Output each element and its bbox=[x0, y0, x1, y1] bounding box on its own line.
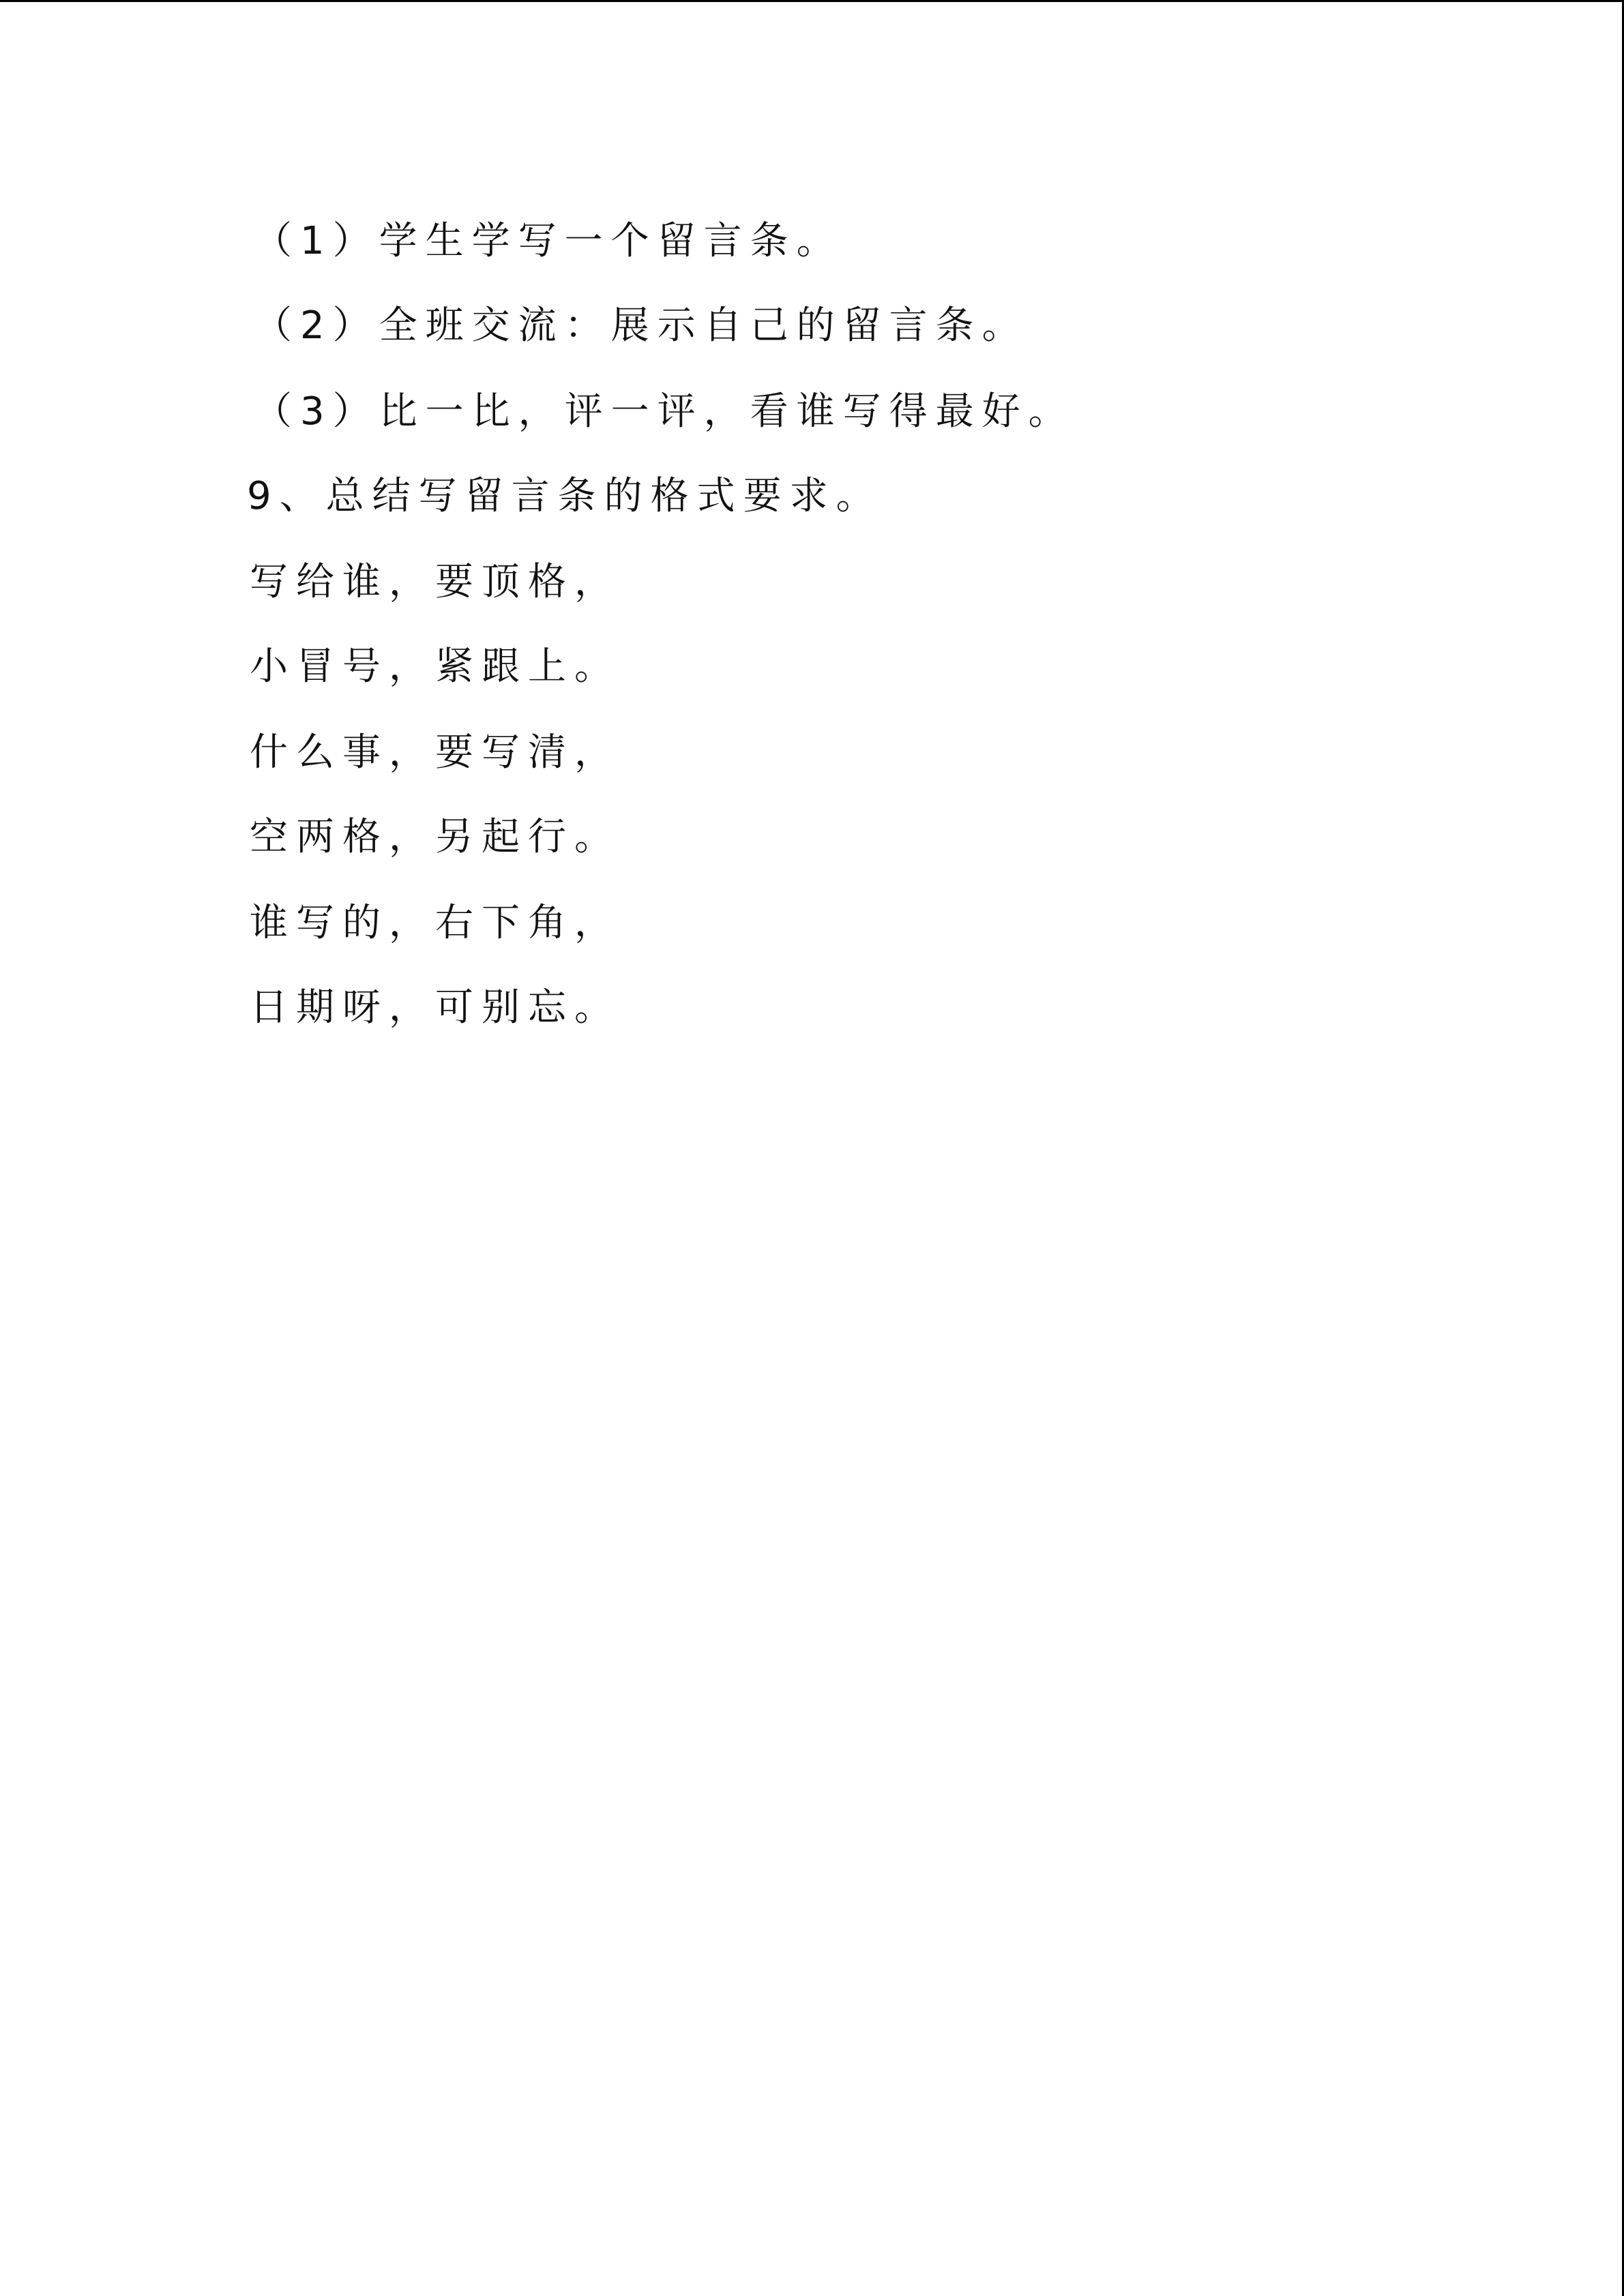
step-3-text: （3）比一比，评一评，看谁写得最好。 bbox=[254, 389, 1075, 434]
rhyme-line-1: 写给谁，要顶格， bbox=[250, 560, 621, 604]
step-2-text: （2）全班交流：展示自己的留言条。 bbox=[254, 303, 1029, 348]
rhyme-line-2: 小冒号，紧跟上。 bbox=[250, 644, 621, 689]
step-1-text: （1）学生学写一个留言条。 bbox=[254, 219, 843, 263]
section-9-heading: 9、总结写留言条的格式要求。 bbox=[247, 474, 883, 518]
rhyme-line-6: 日期呀，可别忘。 bbox=[250, 985, 621, 1030]
rhyme-line-4: 空两格，另起行。 bbox=[250, 815, 621, 859]
rhyme-line-5: 谁写的，右下角， bbox=[250, 901, 621, 945]
rhyme-line-3: 什么事，要写清， bbox=[250, 730, 621, 775]
